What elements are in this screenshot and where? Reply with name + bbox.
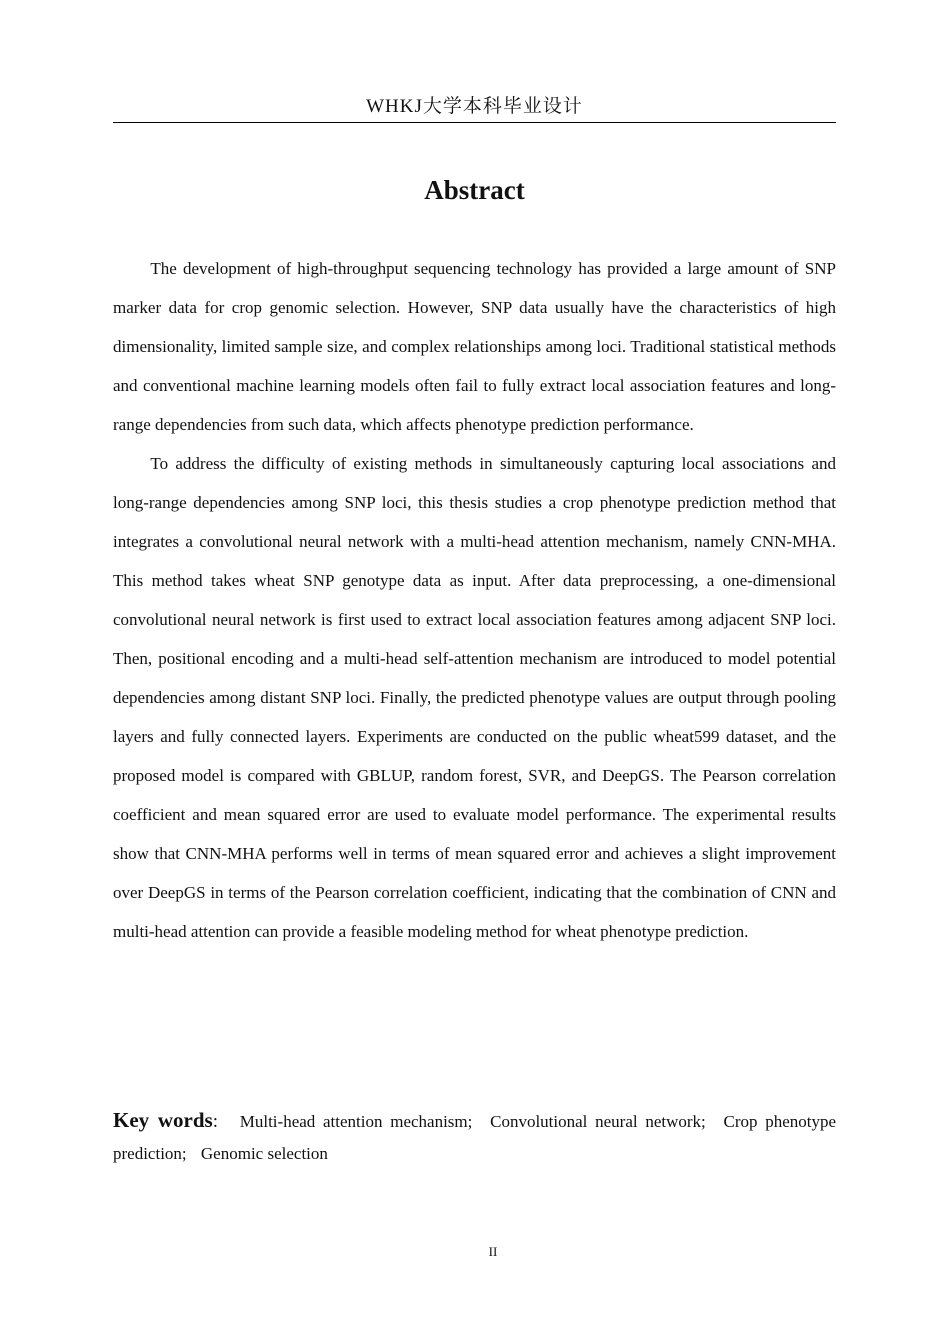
abstract-body	[113, 249, 836, 951]
page-header: WHKJ大学本科毕业设计	[113, 94, 836, 123]
keywords-colon: :	[212, 1111, 219, 1132]
keyword-item: Crop phenotype prediction;	[113, 1112, 837, 1163]
keyword-item: Multi-head attention mechanism;	[239, 1112, 473, 1131]
abstract-paragraph-1: The development of high-throughput sequencing technology has provided a large amount of SNP marker data for crop genomic selection. However, SNP data usually have the characteristics of high dimensionality, limited sample size, and complex relationships among loci. Traditional statistical methods and conventional machine learning models often fail to fully extract local association features and long-range dependencies from such data, which affects phenotype prediction performance.	[113, 259, 836, 434]
abstract-paragraph-2: To address the difficulty of existing methods in simultaneously capturing local associations and long-range dependencies among SNP loci, this thesis studies a crop phenotype prediction method that integrates a convolutional neural network with a multi-head attention mechanism, namely CNN-MHA. This method takes wheat SNP genotype data as input. After data preprocessing, a one-dimensional convolutional neural network is first used to extract local association features among adjacent SNP loci. Then, positional encoding and a multi-head self-attention mechanism are introduced to model potential dependencies among distant SNP loci. Finally, the predicted phenotype values are output through pooling layers and fully connected layers. Experiments are conducted on the public wheat599 dataset, and the proposed model is compared with GBLUP, random forest, SVR, and DeepGS. The Pearson correlation coefficient and mean squared error are used to evaluate model performance. The experimental results show that CNN-MHA performs well in terms of mean squared error and achieves a slight improvement over DeepGS in terms of the Pearson correlation coefficient, indicating that the combination of CNN and multi-head attention can provide a feasible modeling method for wheat phenotype prediction.	[113, 454, 836, 941]
keyword-item: Genomic selection	[200, 1144, 328, 1163]
keyword-item: Convolutional neural network;	[490, 1112, 706, 1131]
page-number: II	[488, 1244, 498, 1259]
abstract-title: Abstract	[424, 175, 525, 205]
keywords-block	[113, 1104, 836, 1170]
keywords-label: Key words	[113, 1108, 213, 1132]
